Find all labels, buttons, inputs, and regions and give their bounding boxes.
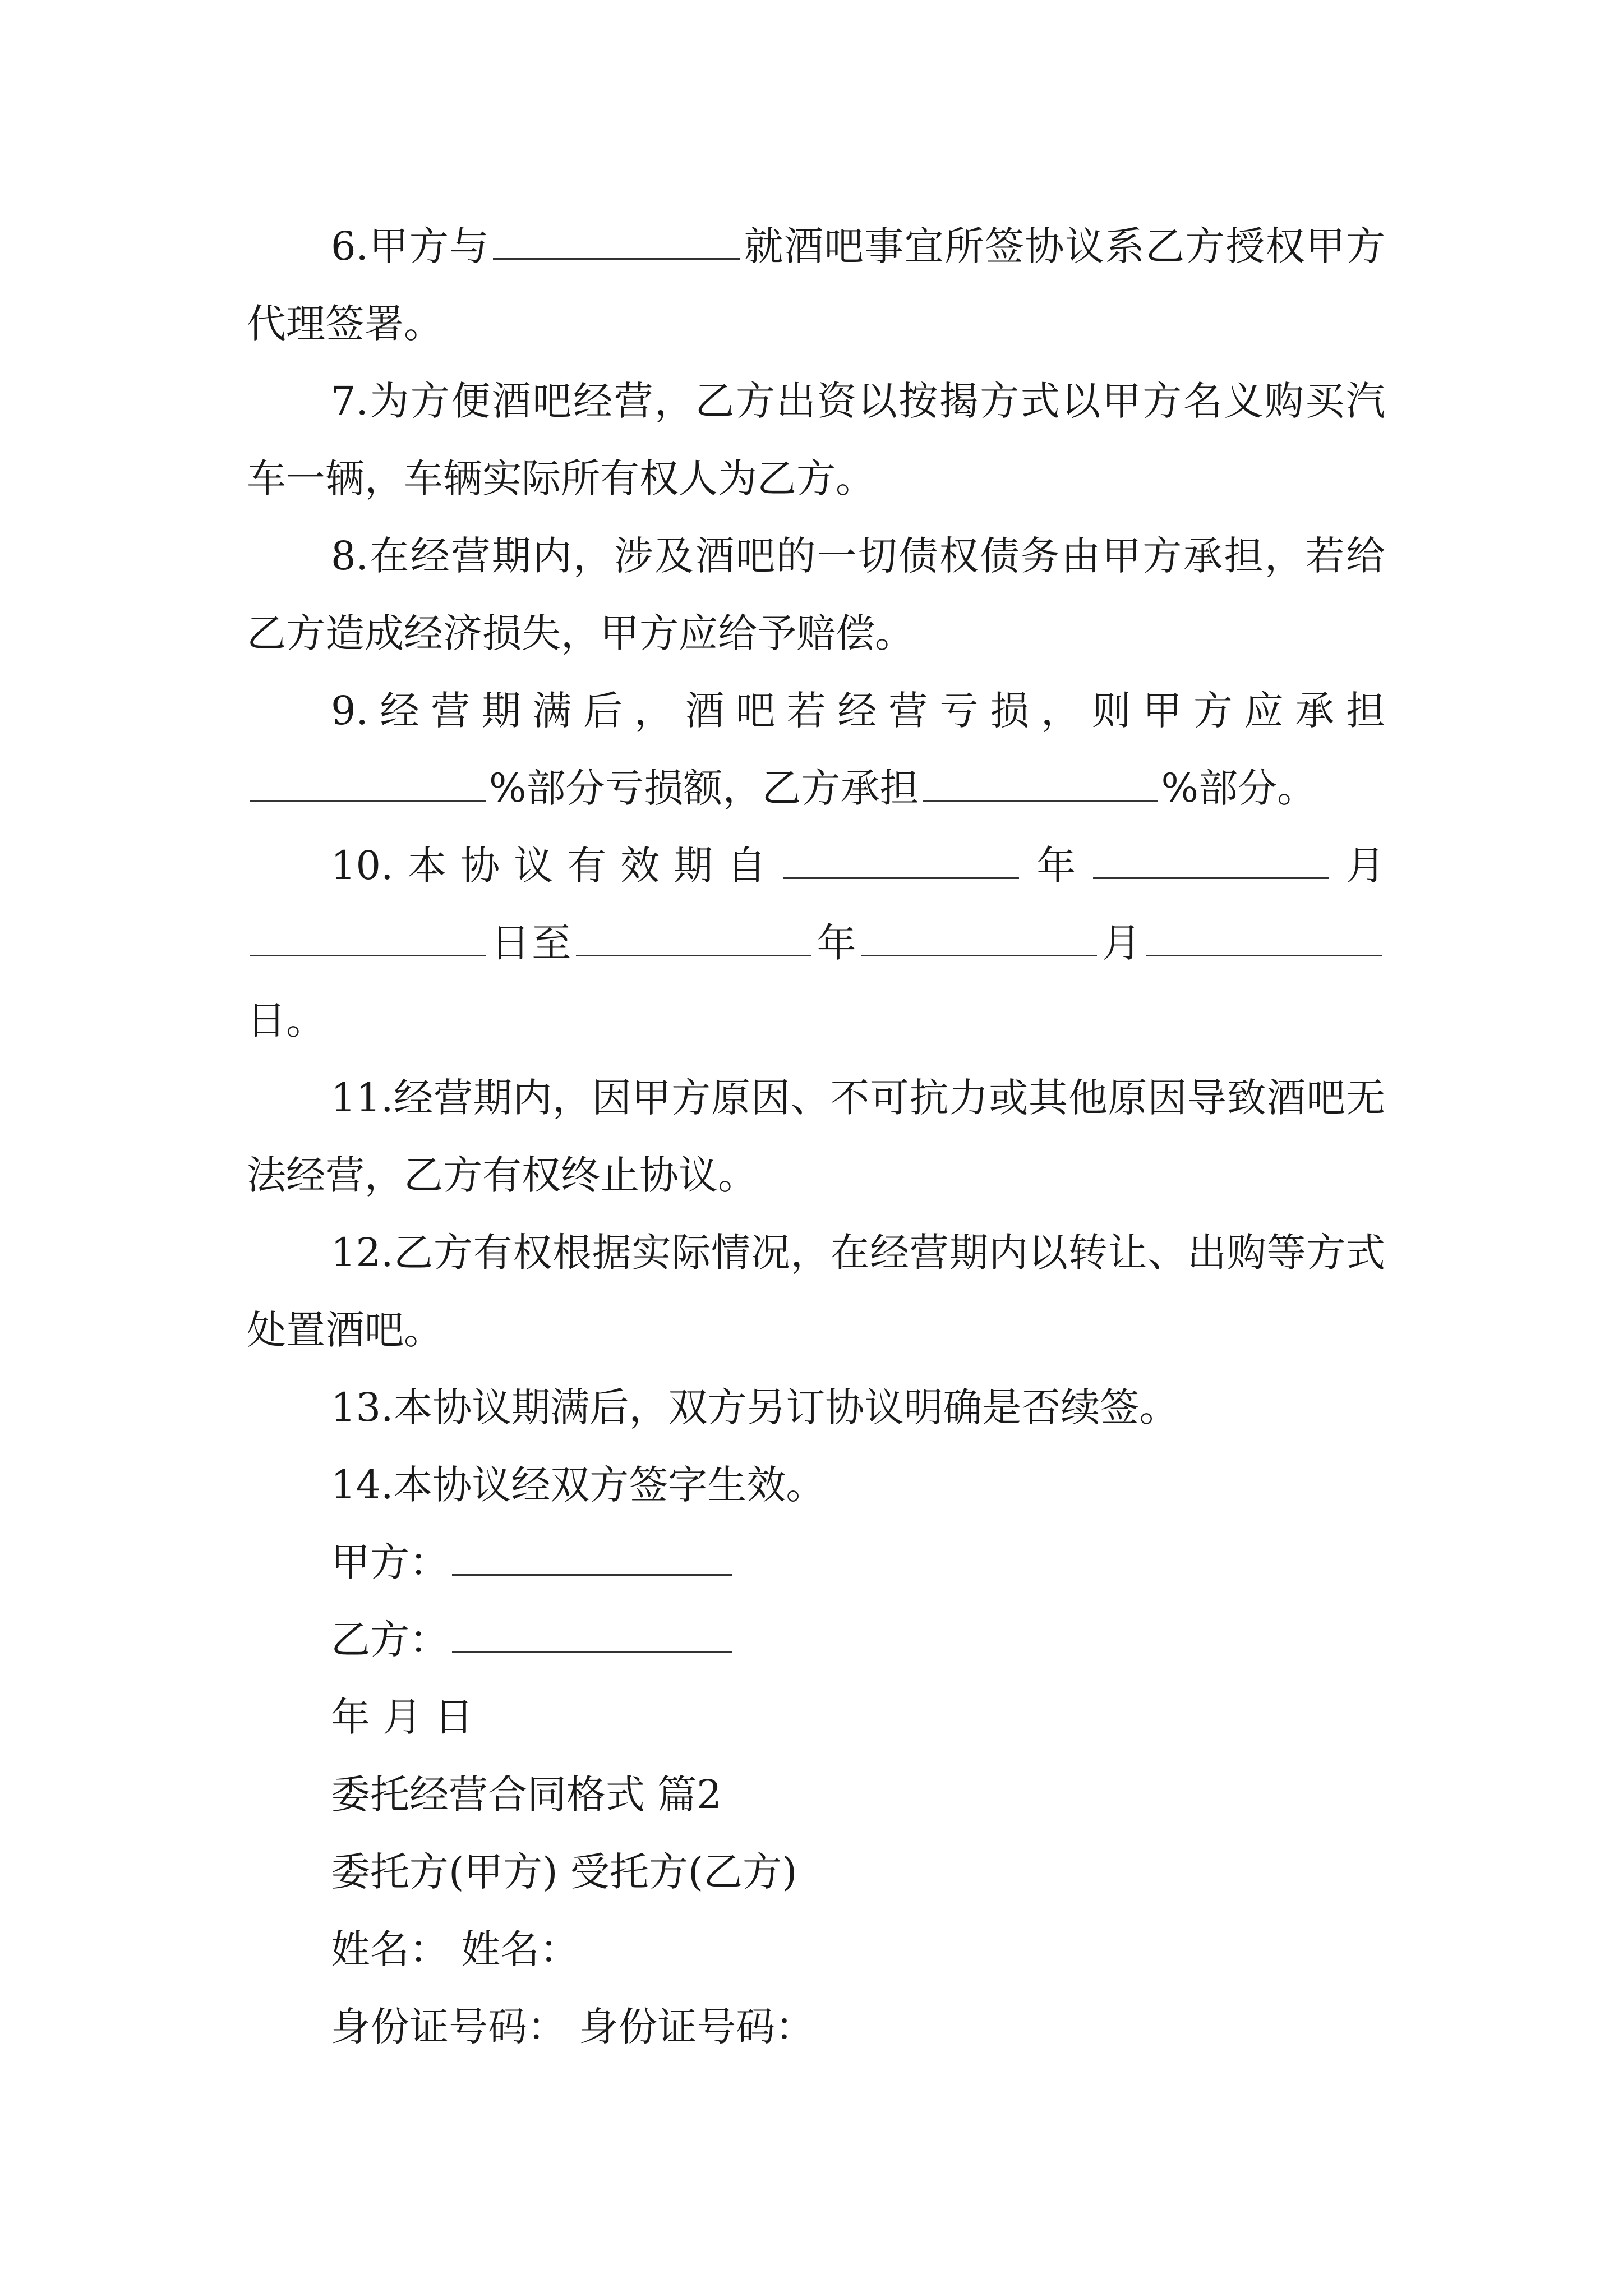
clause-9: 9.经营期满后，酒吧若经营亏损，则甲方应承担%部分亏损额，乙方承担 %部分。: [247, 672, 1385, 827]
blank-underline: [1146, 921, 1382, 956]
signature-date-line: 年 月 日: [331, 1694, 474, 1740]
signature-blank: [452, 1618, 732, 1653]
signature-blank: [452, 1540, 732, 1576]
clause-10: 10.本协议有效期自 年 月 日至 年 月 日。: [247, 843, 1386, 1043]
blank-underline: [1093, 844, 1329, 879]
party-b-signature-line: 乙方：: [247, 1601, 1385, 1678]
clause-11: 11.经营期内，因甲方原因、不可抗力或其他原因导致酒吧无法经营，乙方有权终止协议。: [247, 1075, 1385, 1198]
party-a-signature-line: 甲方：: [247, 1524, 1385, 1601]
clause-13: 13.本协议期满后，双方另订协议明确是否续签。: [331, 1384, 1179, 1430]
blank-underline: [861, 921, 1097, 956]
blank-underline: [783, 844, 1019, 879]
section-2-name-row: 姓名： 姓名：: [331, 1926, 579, 1972]
document-body: [247, 208, 1385, 2065]
section-2-id-row: 身份证号码： 身份证号码：: [331, 2004, 815, 2050]
clause-8: 8.在经营期内，涉及酒吧的一切债权债务由甲方承担，若给乙方造成经济损失，甲方应给予赔偿。: [247, 533, 1385, 656]
clause-12: 12.乙方有权根据实际情况，在经营期内以转让、出购等方式处置酒吧。: [247, 1230, 1385, 1353]
clause-14: 14.本协议经双方签字生效。: [331, 1462, 826, 1508]
blank-underline: [250, 766, 486, 802]
clause-6: 6.甲方与 就酒吧事宜所签协议系乙方授权甲方代理签署。: [247, 223, 1385, 347]
blank-underline: [576, 921, 811, 956]
clause-7: 7.为方便酒吧经营，乙方出资以按揭方式以甲方名义购买汽车一辆，车辆实际所有权人为乙方。: [247, 378, 1385, 501]
section-2-title: 委托经营合同格式 篇2: [331, 1772, 722, 1818]
blank-underline: [493, 224, 740, 260]
section-2-parties: 委托方(甲方) 受托方(乙方): [331, 1849, 797, 1895]
blank-underline: [923, 766, 1158, 802]
blank-underline: [250, 921, 486, 956]
